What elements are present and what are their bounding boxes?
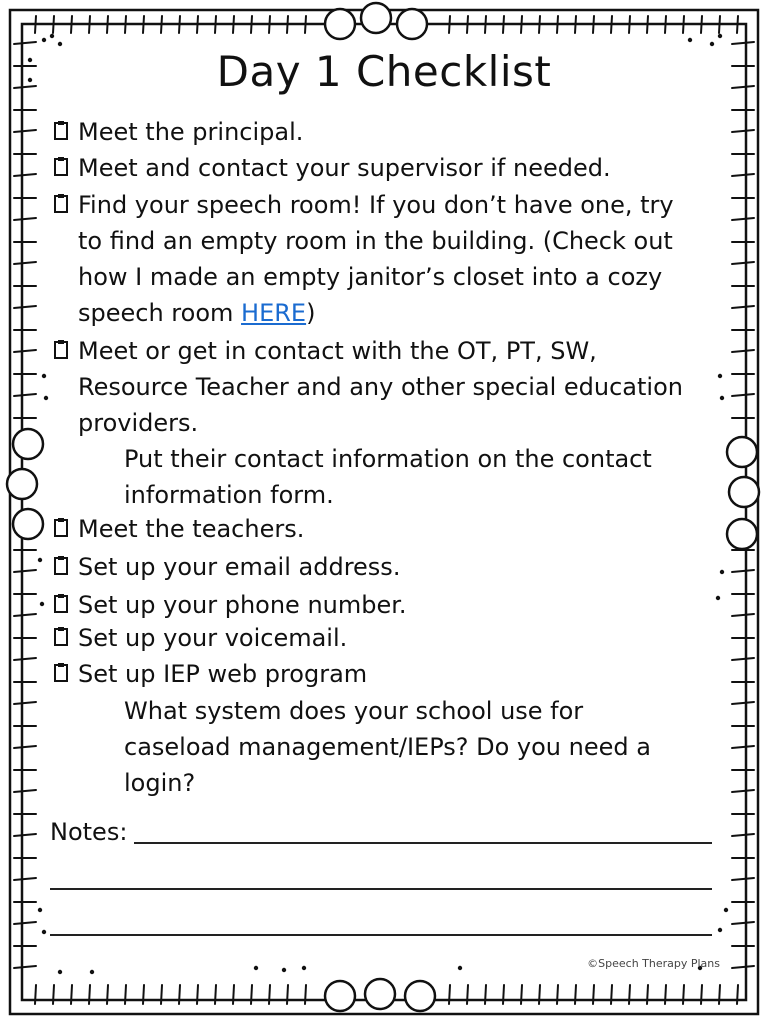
item-text: Resource Teacher and any other special education	[78, 373, 683, 401]
item-text: speech room	[78, 299, 242, 327]
item-text: Set up your phone number.	[78, 591, 407, 619]
clipboard-checkbox-icon[interactable]	[54, 555, 68, 575]
item-text: providers.	[78, 409, 199, 437]
item-note	[124, 693, 704, 801]
item-text: how I made an empty janitor’s closet into a cozy	[78, 263, 663, 291]
clipboard-checkbox-icon[interactable]	[54, 156, 68, 176]
clipboard-checkbox-icon[interactable]	[54, 339, 68, 359]
clipboard-checkbox-icon[interactable]	[54, 593, 68, 613]
note-text: What system does your school use for	[124, 697, 584, 725]
item-text-last	[78, 295, 718, 331]
clipboard-checkbox-icon[interactable]	[54, 517, 68, 537]
notes-line[interactable]	[50, 934, 712, 936]
note-text: login?	[124, 769, 196, 797]
note-text: Put their contact information on the contact	[124, 445, 652, 473]
page-title: Day 1 Checklist	[216, 47, 552, 96]
notes-line[interactable]	[134, 842, 712, 844]
item-text: to find an empty room in the building. (Check out	[78, 227, 673, 255]
clipboard-checkbox-icon[interactable]	[54, 626, 68, 646]
clipboard-checkbox-icon[interactable]	[54, 120, 68, 140]
item-text: Find your speech room! If you don’t have one, try	[78, 191, 674, 219]
clipboard-checkbox-icon[interactable]	[54, 193, 68, 213]
item-text: Set up your email address.	[78, 553, 401, 581]
notes-line[interactable]	[50, 888, 712, 890]
here-link[interactable]: HERE	[241, 299, 307, 327]
item-text: Set up IEP web program	[78, 660, 368, 688]
note-text: caseload management/IEPs? Do you need a	[124, 733, 651, 761]
item-text: Meet or get in contact with the OT, PT, SW,	[78, 337, 597, 365]
item-note	[124, 441, 704, 513]
note-text: information form.	[124, 481, 334, 509]
item-text: Set up your voicemail.	[78, 624, 348, 652]
notes-label: Notes:	[50, 818, 128, 846]
item-text: Meet and contact your supervisor if needed.	[78, 154, 611, 182]
clipboard-checkbox-icon[interactable]	[54, 662, 68, 682]
item-text: Meet the principal.	[78, 118, 304, 146]
item-text: )	[306, 299, 316, 327]
copyright-text: ©Speech Therapy Plans	[587, 957, 720, 970]
item-text: Meet the teachers.	[78, 515, 305, 543]
